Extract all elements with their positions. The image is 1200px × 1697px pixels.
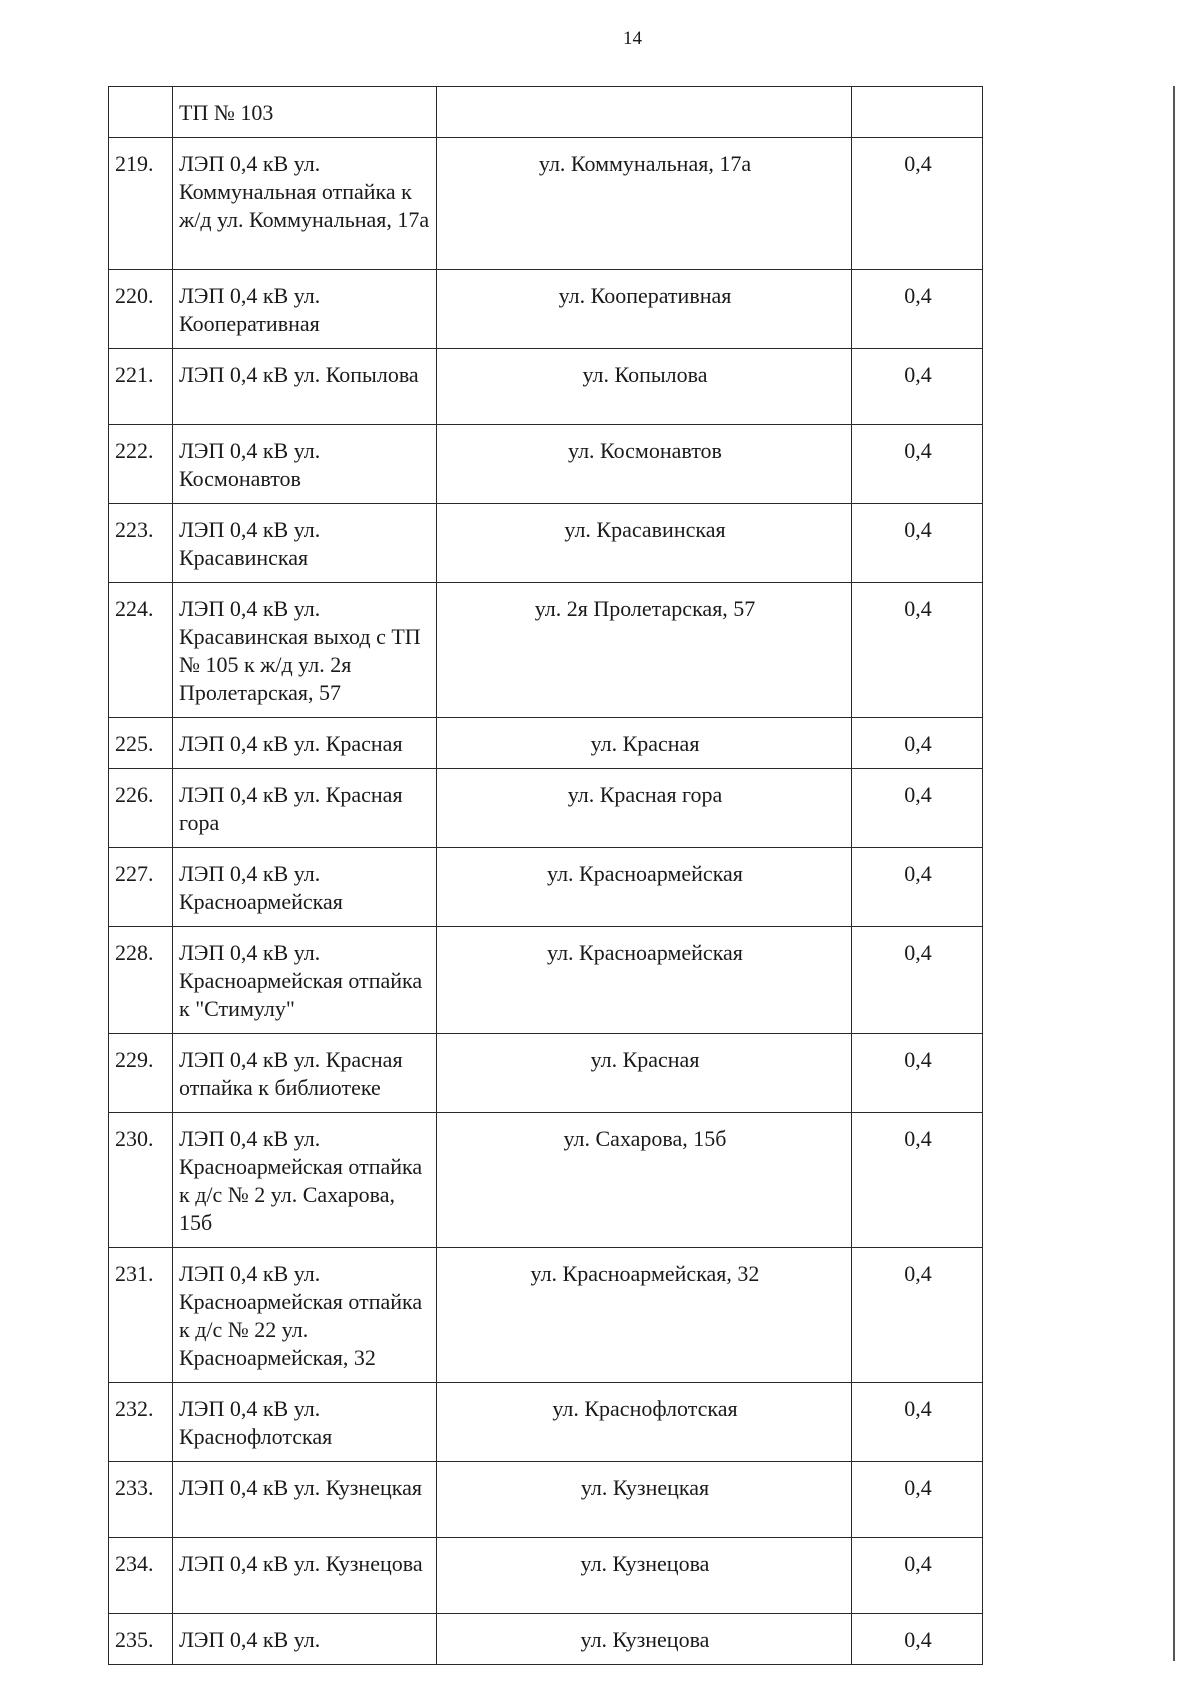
voltage-value [852, 87, 983, 138]
object-address: ул. 2я Пролетарская, 57 [437, 583, 852, 718]
object-name: ЛЭП 0,4 кВ ул. Космонавтов [173, 425, 437, 504]
table-row [109, 270, 983, 349]
voltage-value: 0,4 [852, 1614, 983, 1665]
object-name: ЛЭП 0,4 кВ ул. Красная гора [173, 769, 437, 848]
row-number: 224. [109, 583, 173, 718]
object-address: ул. Красная гора [437, 769, 852, 848]
table-row [109, 425, 983, 504]
table-row [109, 87, 983, 138]
object-name: ЛЭП 0,4 кВ ул. Красноармейская [173, 848, 437, 927]
row-number: 223. [109, 504, 173, 583]
object-address: ул. Красноармейская [437, 848, 852, 927]
object-name: ЛЭП 0,4 кВ ул. Коммунальная отпайка к ж/д ул. Коммунальная, 17а [173, 138, 437, 270]
row-number: 231. [109, 1248, 173, 1383]
table-row [109, 1034, 983, 1113]
row-number: 219. [109, 138, 173, 270]
power-lines-table [108, 86, 983, 1665]
voltage-value: 0,4 [852, 425, 983, 504]
object-name: ЛЭП 0,4 кВ ул. Копылова [173, 349, 437, 425]
voltage-value: 0,4 [852, 927, 983, 1034]
row-number: 221. [109, 349, 173, 425]
voltage-value: 0,4 [852, 138, 983, 270]
table-row [109, 1462, 983, 1538]
table-row [109, 583, 983, 718]
object-name: ЛЭП 0,4 кВ ул. Красавинская [173, 504, 437, 583]
row-number: 229. [109, 1034, 173, 1113]
object-name: ЛЭП 0,4 кВ ул. Красавинская выход с ТП № 105 к ж/д ул. 2я Пролетарская, 57 [173, 583, 437, 718]
row-number: 220. [109, 270, 173, 349]
table-row [109, 1614, 983, 1665]
table-row [109, 1383, 983, 1462]
row-number: 222. [109, 425, 173, 504]
row-number: 226. [109, 769, 173, 848]
voltage-value: 0,4 [852, 1248, 983, 1383]
table-row [109, 1113, 983, 1248]
object-address: ул. Кузнецкая [437, 1462, 852, 1538]
object-address: ул. Сахарова, 15б [437, 1113, 852, 1248]
object-address: ул. Красноармейская [437, 927, 852, 1034]
table-row [109, 718, 983, 769]
voltage-value: 0,4 [852, 349, 983, 425]
object-address: ул. Краснофлотская [437, 1383, 852, 1462]
object-address: ул. Красавинская [437, 504, 852, 583]
voltage-value: 0,4 [852, 1113, 983, 1248]
row-number: 232. [109, 1383, 173, 1462]
object-name: ЛЭП 0,4 кВ ул. Красноармейская отпайка к д/с № 22 ул. Красноармейская, 32 [173, 1248, 437, 1383]
table-row [109, 927, 983, 1034]
object-name: ЛЭП 0,4 кВ ул. Кузнецова [173, 1538, 437, 1614]
right-margin-line [1173, 86, 1175, 1661]
table-row [109, 848, 983, 927]
page-number: 14 [623, 28, 642, 49]
voltage-value: 0,4 [852, 1462, 983, 1538]
object-name: ЛЭП 0,4 кВ ул. Красная [173, 718, 437, 769]
voltage-value: 0,4 [852, 769, 983, 848]
voltage-value: 0,4 [852, 718, 983, 769]
table-row [109, 504, 983, 583]
object-address: ул. Кузнецова [437, 1614, 852, 1665]
object-address: ул. Кузнецова [437, 1538, 852, 1614]
voltage-value: 0,4 [852, 270, 983, 349]
table-row [109, 1538, 983, 1614]
table-row [109, 138, 983, 270]
row-number [109, 87, 173, 138]
object-address: ул. Красноармейская, 32 [437, 1248, 852, 1383]
object-name: ЛЭП 0,4 кВ ул. Кузнецкая [173, 1462, 437, 1538]
row-number: 234. [109, 1538, 173, 1614]
row-number: 227. [109, 848, 173, 927]
object-address: ул. Копылова [437, 349, 852, 425]
table-row [109, 769, 983, 848]
row-number: 225. [109, 718, 173, 769]
object-name: ЛЭП 0,4 кВ ул. Кооперативная [173, 270, 437, 349]
object-name: ЛЭП 0,4 кВ ул. Красноармейская отпайка к "Стимулу" [173, 927, 437, 1034]
table-row [109, 1248, 983, 1383]
object-address: ул. Космонавтов [437, 425, 852, 504]
object-name: ТП № 103 [173, 87, 437, 138]
object-name: ЛЭП 0,4 кВ ул. [173, 1614, 437, 1665]
voltage-value: 0,4 [852, 1383, 983, 1462]
row-number: 230. [109, 1113, 173, 1248]
voltage-value: 0,4 [852, 504, 983, 583]
voltage-value: 0,4 [852, 848, 983, 927]
object-address: ул. Красная [437, 1034, 852, 1113]
object-address: ул. Красная [437, 718, 852, 769]
object-name: ЛЭП 0,4 кВ ул. Красная отпайка к библиотеке [173, 1034, 437, 1113]
object-address [437, 87, 852, 138]
voltage-value: 0,4 [852, 1538, 983, 1614]
voltage-value: 0,4 [852, 583, 983, 718]
row-number: 233. [109, 1462, 173, 1538]
table-row [109, 349, 983, 425]
object-address: ул. Коммунальная, 17а [437, 138, 852, 270]
voltage-value: 0,4 [852, 1034, 983, 1113]
object-name: ЛЭП 0,4 кВ ул. Красноармейская отпайка к д/с № 2 ул. Сахарова, 15б [173, 1113, 437, 1248]
row-number: 235. [109, 1614, 173, 1665]
row-number: 228. [109, 927, 173, 1034]
object-address: ул. Кооперативная [437, 270, 852, 349]
object-name: ЛЭП 0,4 кВ ул. Краснофлотская [173, 1383, 437, 1462]
